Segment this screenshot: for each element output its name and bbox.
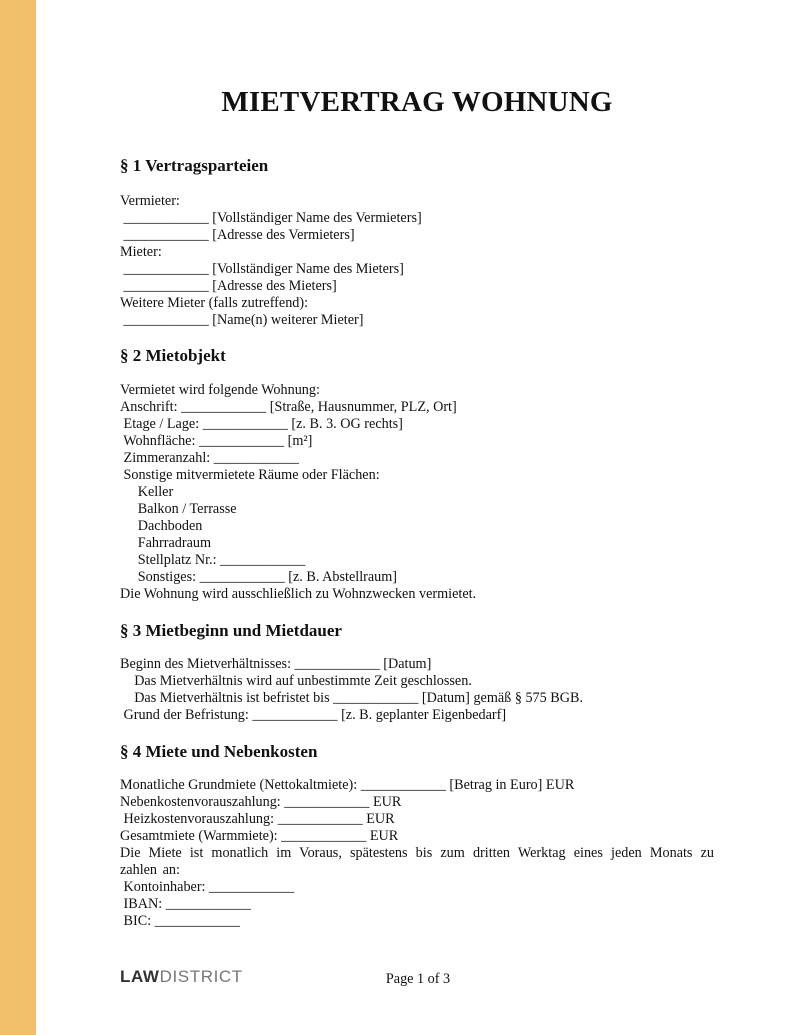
text-line: Das Mietverhältnis wird auf unbestimmte Zeit geschlossen.: [120, 673, 472, 689]
section-4-heading: § 4 Miete und Nebenkosten: [120, 742, 318, 761]
text-line: Heizkostenvorauszahlung: ____________ EUR: [120, 811, 395, 827]
page-number: Page 1 of 3: [385, 971, 451, 987]
text-line: IBAN: ____________: [120, 896, 251, 912]
text-line: Mieter:: [120, 244, 162, 260]
list-item: Balkon / Terrasse: [120, 501, 237, 517]
list-item: Stellplatz Nr.: ____________: [120, 552, 306, 568]
text-line: Kontoinhaber: ____________: [120, 879, 295, 895]
section-1-heading: § 1 Vertragsparteien: [120, 156, 269, 175]
list-item: Keller: [120, 484, 174, 500]
text-line: Monatliche Grundmiete (Nettokaltmiete): ____________ [Betrag in Euro] EUR: [120, 777, 575, 793]
text-line: ____________ [Adresse des Vermieters]: [120, 227, 355, 243]
section-2-heading: § 2 Mietobjekt: [120, 346, 226, 365]
text-line: Weitere Mieter (falls zutreffend):: [120, 295, 309, 311]
text-line: Das Mietverhältnis ist befristet bis ____________ [Datum] gemäß § 575 BGB.: [120, 690, 584, 706]
text-line: Etage / Lage: ____________ [z. B. 3. OG rechts]: [120, 416, 403, 432]
text-line: ____________ [Vollständiger Name des Mieters]: [120, 261, 404, 277]
text-line: ____________ [Name(n) weiterer Mieter]: [120, 312, 364, 328]
payment-paragraph: Die Miete ist monatlich im Voraus, spätestens bis zum dritten Werktag eines jeden Monats zu zahlen an:: [120, 845, 714, 878]
section-3-heading: § 3 Mietbeginn und Mietdauer: [120, 621, 342, 640]
logo-district-text: DISTRICT: [159, 967, 243, 986]
text-line: Anschrift: ____________ [Straße, Hausnummer, PLZ, Ort]: [120, 399, 457, 415]
text-line: Sonstige mitvermietete Räume oder Flächen:: [120, 467, 380, 483]
document-title: MIETVERTRAG WOHNUNG: [221, 86, 613, 118]
text-line: Vermietet wird folgende Wohnung:: [120, 382, 320, 398]
text-line: Zimmeranzahl: ____________: [120, 450, 299, 466]
section-1-body: [120, 193, 714, 329]
section-4-body: [120, 777, 714, 930]
section-3-body: [120, 656, 714, 724]
logo-law-text: LAW: [120, 967, 160, 986]
text-line: Wohnfläche: ____________ [m²]: [120, 433, 313, 449]
section-2-body: [120, 382, 714, 603]
text-line: Gesamtmiete (Warmmiete): ____________ EUR: [120, 828, 399, 844]
side-accent-bar: [0, 0, 36, 1035]
list-item: Fahrradraum: [120, 535, 212, 551]
text-line: BIC: ____________: [120, 913, 240, 929]
text-line: ____________ [Vollständiger Name des Vermieters]: [120, 210, 422, 226]
list-item: Dachboden: [120, 518, 203, 534]
text-line: Grund der Befristung: ____________ [z. B. geplanter Eigenbedarf]: [120, 707, 507, 723]
text-line: Vermieter:: [120, 193, 180, 209]
text-line: Beginn des Mietverhältnisses: ____________ [Datum]: [120, 656, 432, 672]
text-line: ____________ [Adresse des Mieters]: [120, 278, 337, 294]
list-item: Sonstiges: ____________ [z. B. Abstellraum]: [120, 569, 398, 585]
text-line: Nebenkostenvorauszahlung: ____________ EUR: [120, 794, 402, 810]
text-line: Die Wohnung wird ausschließlich zu Wohnzwecken vermietet.: [120, 586, 477, 602]
